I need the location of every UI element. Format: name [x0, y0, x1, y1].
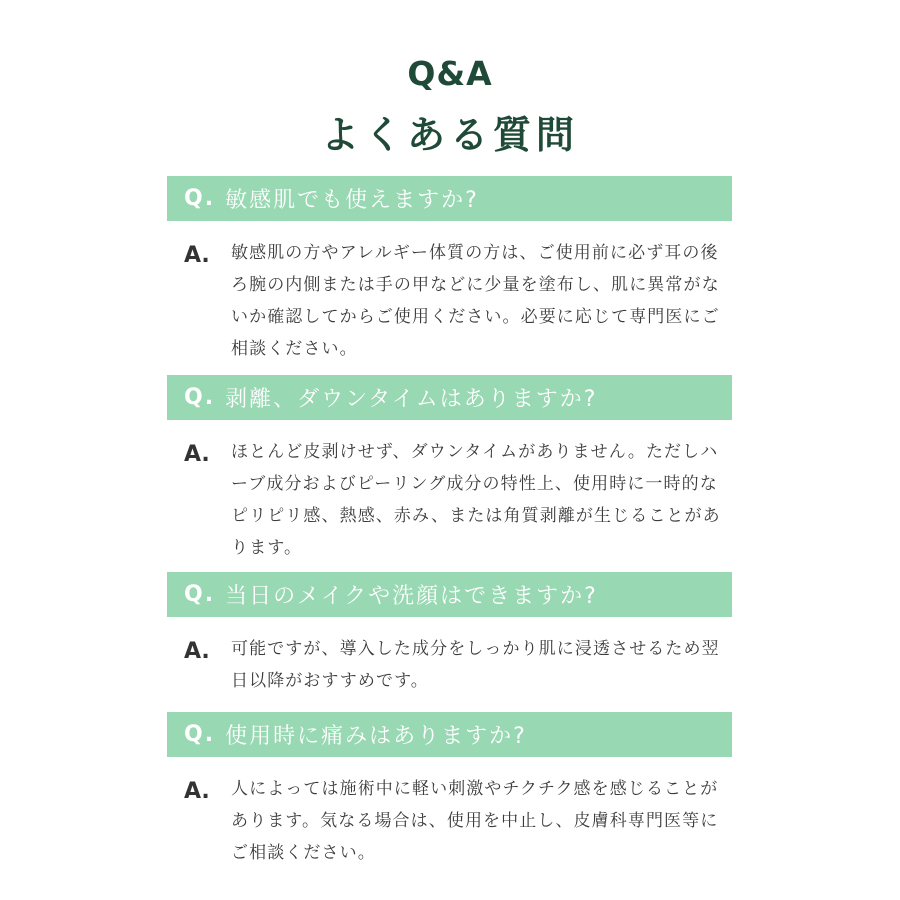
- faq-item: [167, 712, 732, 869]
- question-prefix: Q.: [184, 385, 216, 410]
- page-title: Q&A: [407, 54, 493, 93]
- answer-prefix: A.: [184, 243, 210, 268]
- question-bar: [167, 375, 732, 420]
- question-text: 剥離、ダウンタイムはありますか?: [225, 387, 598, 412]
- answer-block: [167, 237, 732, 365]
- question-text: 使用時に痛みはありますか?: [225, 724, 527, 749]
- answer-prefix: A.: [184, 779, 210, 804]
- question-prefix: Q.: [184, 582, 216, 607]
- answer-block: [167, 773, 732, 869]
- faq-item: [167, 176, 732, 365]
- answer-prefix: A.: [184, 639, 210, 664]
- question-text: 当日のメイクや洗顔はできますか?: [225, 584, 598, 609]
- question-prefix: Q.: [184, 722, 216, 747]
- faq-item: [167, 572, 732, 697]
- faq-item: [167, 375, 732, 564]
- question-text: 敏感肌でも使えますか?: [225, 188, 479, 213]
- answer-text: 敏感肌の方やアレルギー体質の方は、ご使用前に必ず耳の後ろ腕の内側または手の甲などに少量を塗布し、肌に異常がないか確認してからご使用ください。必要に応じて専門医にご相談ください。: [231, 243, 720, 359]
- question-bar: [167, 176, 732, 221]
- question-bar: [167, 572, 732, 617]
- answer-text: ほとんど皮剥けせず、ダウンタイムがありません。ただしハーブ成分およびピーリング成分の特性上、使用時に一時的なピリピリ感、熱感、赤み、または角質剥離が生じることがあります。: [231, 442, 721, 558]
- question-bar: [167, 712, 732, 757]
- answer-block: [167, 633, 732, 697]
- answer-prefix: A.: [184, 442, 210, 467]
- page-subtitle: よくある質問: [320, 112, 579, 157]
- answer-block: [167, 436, 732, 564]
- answer-text: 可能ですが、導入した成分をしっかり肌に浸透させるため翌日以降がおすすめです。: [231, 639, 720, 691]
- question-prefix: Q.: [184, 186, 216, 211]
- answer-text: 人によっては施術中に軽い刺激やチクチク感を感じることがあります。気なる場合は、使用を中止し、皮膚科専門医等にご相談ください。: [231, 779, 719, 863]
